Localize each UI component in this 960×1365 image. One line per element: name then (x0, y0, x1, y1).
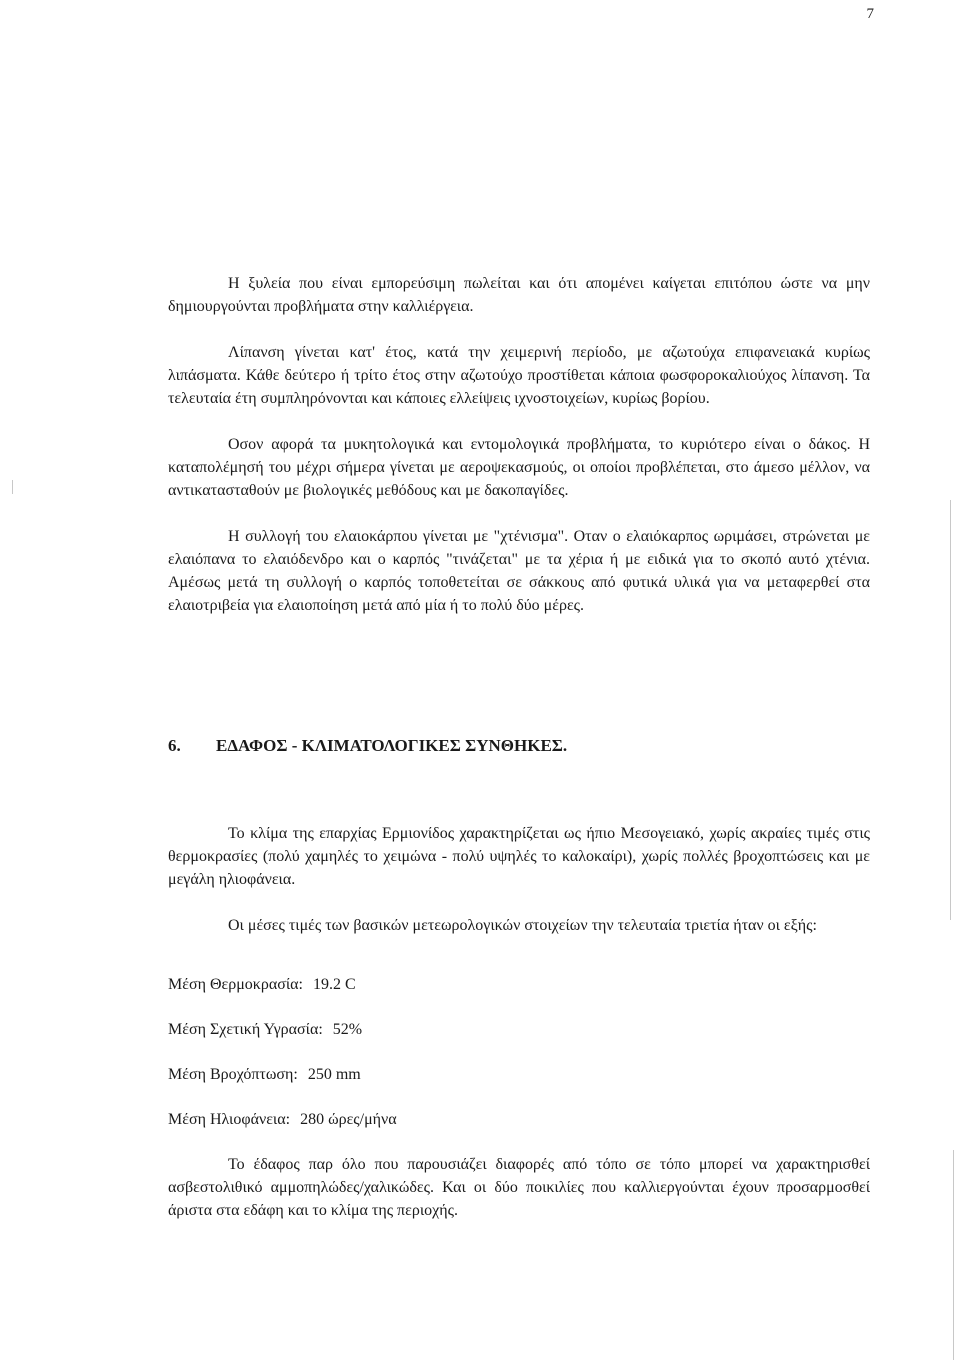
section-heading (168, 736, 567, 756)
paragraph-timber: Η ξυλεία που είναι εμπορεύσιμη πωλείται και ότι απομένει καίγεται επιτόπου ώστε να μην δημιουργούνται προβλήματα στην καλλιέργεια. (168, 275, 870, 315)
paragraph-harvest: Η συλλογή του ελαιοκάρπου γίνεται με "χτένισμα". Οταν ο ελαιόκαρπος ωριμάσει, στρώνεται με ελαιόπανα το ελαιόδενδρο και ο καρπός "τινάζεται" με τα χέρια ή με ειδικά για το σκοπό αυτό χτένια. Αμέσως μετά τη συλλογή ο καρπός τοποθετείται σε σάκκους από φυτικά υλικά για να μεταφερθεί στα ελαιοτριβεία για ελαιοποίηση μετά από μία ή το πολύ δύο μέρες. (168, 528, 870, 614)
stat-value: 52% (332, 1021, 363, 1038)
stat-label: Μέση Βροχόπτωση: (168, 1066, 298, 1083)
stat-sunshine (168, 1109, 397, 1131)
stat-value: 250 mm (307, 1066, 361, 1083)
stat-value: 19.2 C (312, 976, 356, 993)
paragraph-pests: Οσον αφορά τα μυκητολογικά και εντομολογικά προβλήματα, το κυριότερο είναι ο δάκος. Η καταπολέμησή του μέχρι σήμερα γίνεται με αεροψεκασμούς, οι οποίοι προβλέπεται, στο άμεσο μέλλον, να αντικατασταθούν με βιολογικές μεθόδους και με δακοπαγίδες. (168, 436, 870, 499)
stat-label: Μέση Σχετική Υγρασία: (168, 1021, 323, 1038)
stat-temperature (168, 974, 356, 996)
text-block-top (168, 272, 870, 617)
stat-label: Μέση Θερμοκρασία: (168, 976, 303, 993)
stat-value: 280 ώρες/μήνα (300, 1111, 397, 1128)
scan-artifact-line (953, 1150, 954, 1360)
text-block-climate (168, 822, 870, 937)
scan-artifact-line (950, 500, 951, 920)
text-block-soil (168, 1153, 870, 1222)
section-title: ΕΔΑΦΟΣ - ΚΛΙΜΑΤΟΛΟΓΙΚΕΣ ΣΥΝΘΗΚΕΣ. (216, 736, 568, 755)
paragraph-averages: Οι μέσες τιμές των βασικών μετεωρολογικών στοιχείων την τελευταία τριετία ήταν οι εξής: (228, 917, 817, 934)
paragraph-soil: Το έδαφος παρ όλο που παρουσιάζει διαφορές από τόπο σε τόπο μπορεί να χαρακτηρισθεί ασβεστολιθικό αμμοπηλώδες/χαλικώδες. Και οι δύο ποικιλίες που καλλιεργούνται έχουν προσαρμοσθεί άριστα στα εδάφη και το κλίμα της περιοχής. (168, 1156, 870, 1219)
stat-humidity (168, 1019, 362, 1041)
page-number: 7 (866, 6, 874, 22)
section-number: 6. (168, 736, 181, 755)
paragraph-climate: Το κλίμα της επαρχίας Ερμιονίδος χαρακτηρίζεται ως ήπιο Μεσογειακό, χωρίς ακραίες τιμές στις θερμοκρασίες (πολύ χαμηλές το χειμώνα - πολύ υψηλές το καλοκαίρι), χωρίς πολλές βροχοπτώσεις και με μεγάλη ηλιοφάνεια. (168, 825, 870, 888)
stat-label: Μέση Ηλιοφάνεια: (168, 1111, 291, 1128)
scan-artifact-mark (12, 480, 13, 494)
paragraph-fertilization: Λίπανση γίνεται κατ' έτος, κατά την χειμερινή περίοδο, με αζωτούχα επιφανειακά κυρίως λιπάσματα. Κάθε δεύτερο ή τρίτο έτος στην αζωτούχο προστίθεται κάποια φωσφοροκαλιούχος λίπανση. Τα τελευταία έτη συμπληρόνονται και κάποιες ελλείψεις ιχνοστοιχείων, κυρίως βορίου. (168, 344, 870, 407)
stat-rainfall (168, 1064, 361, 1086)
